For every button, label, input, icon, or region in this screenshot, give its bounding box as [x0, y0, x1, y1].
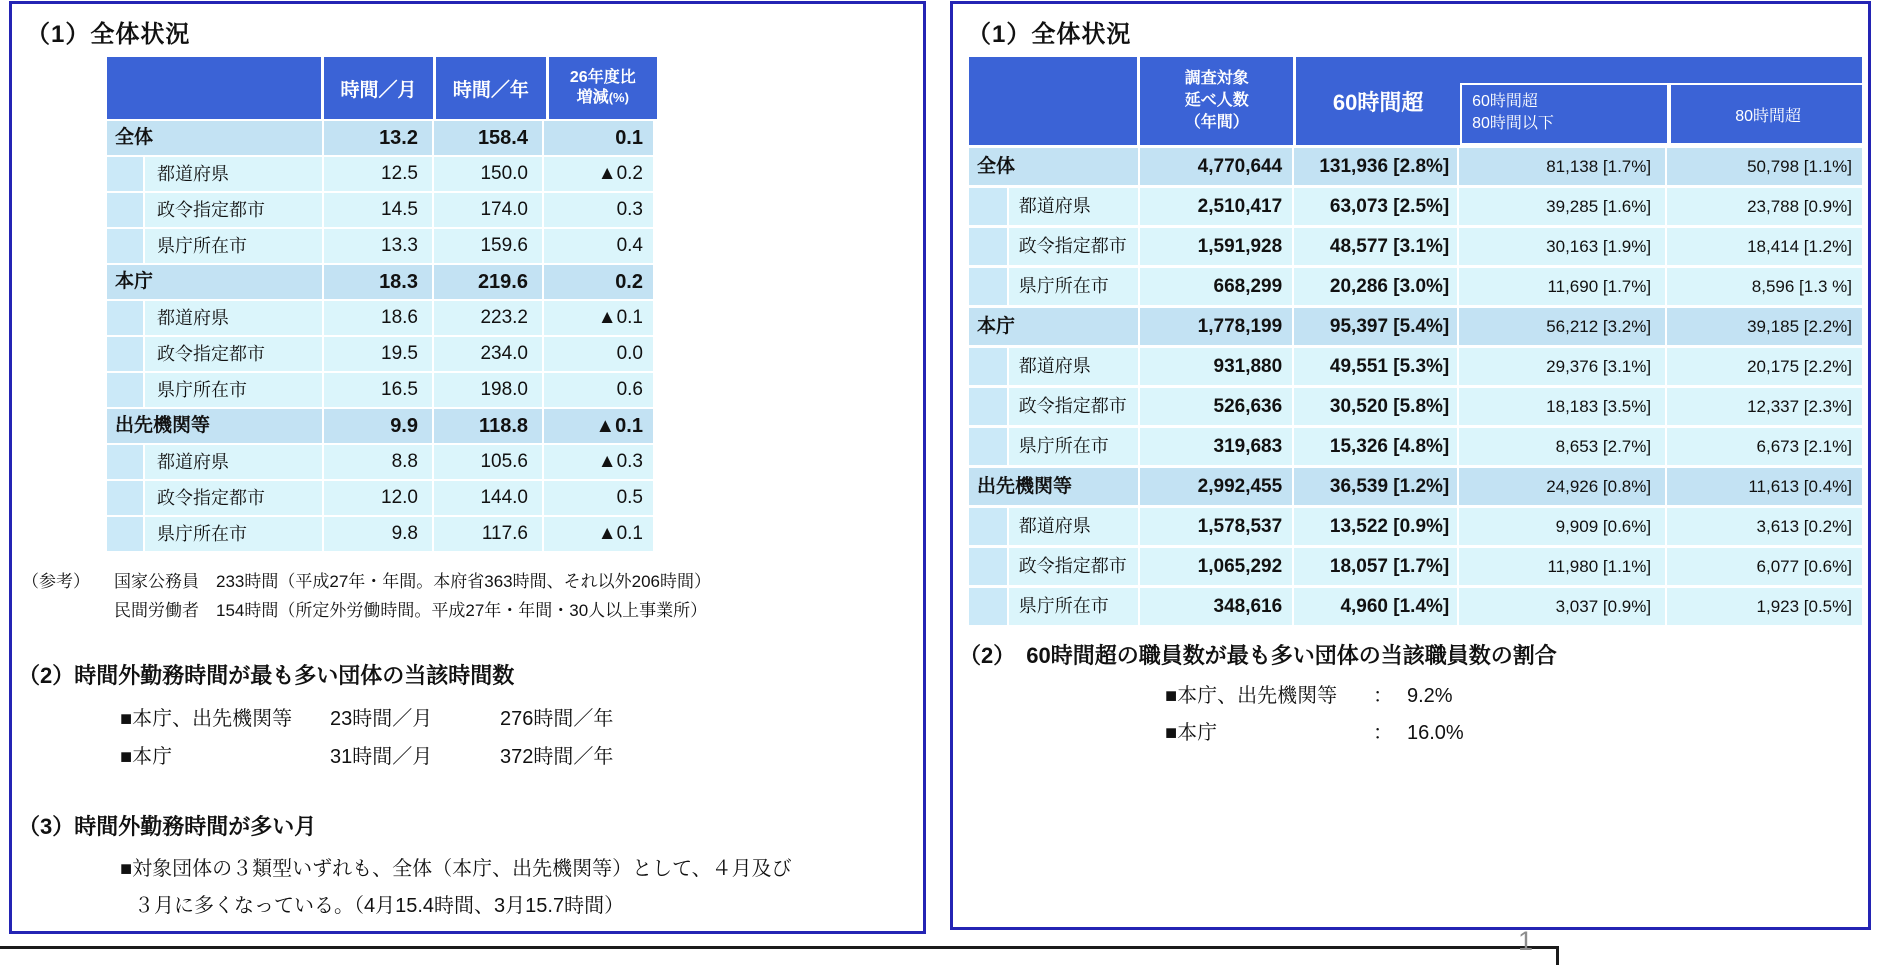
ratio-item	[1165, 678, 1868, 715]
yoy-change-value: 0.1	[544, 121, 653, 155]
over60-value: 49,551 [5.3%]	[1294, 348, 1457, 385]
table-row	[107, 193, 657, 227]
right-section2-items	[1165, 678, 1868, 752]
over60-value: 18,057 [1.7%]	[1294, 548, 1457, 585]
over80-value: 18,414 [1.2%]	[1667, 228, 1862, 265]
hours-per-year-value: 234.0	[434, 337, 542, 371]
table-row	[107, 229, 657, 263]
right-section2-title: （2） 60時間超の職員数が最も多い団体の当該職員数の割合	[959, 643, 1557, 668]
row-label: 政令指定都市	[1009, 228, 1138, 265]
section3-line2: ３月に多くなっている。（4月15.4時間、3月15.7時間）	[134, 895, 625, 917]
yoy-change-value: ▲0.3	[544, 445, 653, 479]
over80-value: 39,185 [2.2%]	[1667, 308, 1862, 345]
indent-cell	[107, 193, 143, 227]
table-header-row	[107, 57, 657, 119]
row-label: 都道府県	[145, 445, 322, 479]
over80-value: 11,613 [0.4%]	[1667, 468, 1862, 505]
table-row	[107, 481, 657, 515]
hours-per-month-value: 8.8	[324, 445, 432, 479]
item-label: ■本庁	[1165, 722, 1218, 744]
yoy-change-value: 0.2	[544, 265, 653, 299]
reference-line-private: 民間労働者 154時間（所定外労働時間。平成27年・年間・30人以上事業所）	[114, 601, 708, 620]
over80-value: 6,077 [0.6%]	[1667, 548, 1862, 585]
over60-value: 36,539 [1.2%]	[1294, 468, 1457, 505]
row-label: 政令指定都市	[1009, 388, 1138, 425]
surveyed-total-value: 2,992,455	[1140, 468, 1292, 505]
reference-lines	[114, 567, 711, 625]
hours-per-year-value: 118.8	[434, 409, 542, 443]
over80-value: 8,596 [1.3 %]	[1667, 268, 1862, 305]
over60-value: 4,960 [1.4%]	[1294, 588, 1457, 625]
hours-per-year-value: 144.0	[434, 481, 542, 515]
indent-cell	[107, 517, 143, 551]
hours-per-month-value: 14.5	[324, 193, 432, 227]
indent-cell	[969, 348, 1007, 385]
surveyed-total-value: 526,636	[1140, 388, 1292, 425]
yoy-change-value: ▲0.2	[544, 157, 653, 191]
over80-value: 6,673 [2.1%]	[1667, 428, 1862, 465]
between60and80-value: 3,037 [0.9%]	[1459, 588, 1665, 625]
item-hours-month: 31時間／月	[330, 746, 433, 768]
surveyed-total-value: 931,880	[1140, 348, 1292, 385]
hours-per-year-value: 159.6	[434, 229, 542, 263]
row-label: 都道府県	[1009, 188, 1138, 225]
row-label: 都道府県	[145, 301, 322, 335]
over60-value: 20,286 [3.0%]	[1294, 268, 1457, 305]
table-row	[107, 445, 657, 479]
indent-cell	[969, 388, 1007, 425]
yoy-change-value: 0.5	[544, 481, 653, 515]
table-header-row	[969, 57, 1862, 145]
hours-per-month-value: 13.3	[324, 229, 432, 263]
indent-cell	[107, 229, 143, 263]
table-row	[107, 265, 657, 299]
header-yoy-change-line1: 26年度比	[569, 69, 636, 86]
table-body	[969, 148, 1862, 625]
surveyed-total-value: 668,299	[1140, 268, 1292, 305]
indent-cell	[107, 373, 143, 407]
hours-per-year-value: 174.0	[434, 193, 542, 227]
row-label: 政令指定都市	[145, 193, 322, 227]
row-label: 県庁所在市	[1009, 588, 1138, 625]
surveyed-total-value: 1,778,199	[1140, 308, 1292, 345]
indent-cell	[107, 337, 143, 371]
hours-per-year-value: 117.6	[434, 517, 542, 551]
table-row	[107, 337, 657, 371]
row-label: 県庁所在市	[145, 517, 322, 551]
between60and80-value: 39,285 [1.6%]	[1459, 188, 1665, 225]
yoy-change-value: 0.3	[544, 193, 653, 227]
indent-cell	[969, 508, 1007, 545]
table-row	[107, 157, 657, 191]
hours-per-month-value: 12.0	[324, 481, 432, 515]
over80-value: 12,337 [2.3%]	[1667, 388, 1862, 425]
surveyed-total-value: 348,616	[1140, 588, 1292, 625]
item-hours-year: 372時間／年	[500, 746, 614, 768]
header-over60-group	[1296, 57, 1862, 145]
over80-value: 1,923 [0.5%]	[1667, 588, 1862, 625]
hours-per-month-value: 19.5	[324, 337, 432, 371]
max-hours-item	[120, 700, 923, 738]
row-label: 都道府県	[1009, 508, 1138, 545]
hours-per-year-value: 219.6	[434, 265, 542, 299]
over60-value: 63,073 [2.5%]	[1294, 188, 1457, 225]
ratio-item	[1165, 715, 1868, 752]
page-number: 1	[1518, 926, 1534, 956]
item-label: ■本庁、出先機関等	[1165, 685, 1338, 707]
indent-cell	[969, 228, 1007, 265]
left-section2-title: （2）時間外勤務時間が最も多い団体の当該時間数	[18, 663, 515, 688]
table-row	[107, 121, 657, 155]
hours-per-year-value: 223.2	[434, 301, 542, 335]
table-row	[969, 428, 1862, 465]
yoy-change-value: ▲0.1	[544, 409, 653, 443]
item-colon: ：	[1373, 685, 1393, 707]
yoy-change-value: 0.4	[544, 229, 653, 263]
over60h-staff-table	[969, 57, 1862, 625]
row-label: 政令指定都市	[145, 337, 322, 371]
item-label: ■本庁、出先機関等	[120, 708, 293, 730]
table-row	[969, 548, 1862, 585]
hours-per-month-value: 9.8	[324, 517, 432, 551]
surveyed-total-value: 1,578,537	[1140, 508, 1292, 545]
over80-value: 3,613 [0.2%]	[1667, 508, 1862, 545]
over60-value: 13,522 [0.9%]	[1294, 508, 1457, 545]
row-label: 全体	[107, 121, 322, 155]
table-row	[107, 301, 657, 335]
overtime-hours-table	[107, 57, 657, 551]
item-hours-month: 23時間／月	[330, 708, 433, 730]
indent-cell	[969, 188, 1007, 225]
table-row	[107, 517, 657, 551]
over60-value: 95,397 [5.4%]	[1294, 308, 1457, 345]
page-bottom-corner	[1556, 946, 1559, 965]
table-row	[107, 409, 657, 443]
table-row	[969, 148, 1862, 185]
header-over60: 60時間超	[1332, 89, 1424, 115]
table-row	[969, 388, 1862, 425]
header-empty-cell	[107, 57, 321, 119]
item-label: ■本庁	[120, 746, 173, 768]
hours-per-month-value: 12.5	[324, 157, 432, 191]
header-empty-cell	[969, 57, 1137, 145]
between60and80-value: 29,376 [3.1%]	[1459, 348, 1665, 385]
hours-per-year-value: 105.6	[434, 445, 542, 479]
table-body	[107, 121, 657, 551]
row-label: 出先機関等	[107, 409, 322, 443]
between60and80-value: 11,980 [1.1%]	[1459, 548, 1665, 585]
between60and80-value: 30,163 [1.9%]	[1459, 228, 1665, 265]
row-label: 出先機関等	[969, 468, 1138, 505]
row-label: 本庁	[107, 265, 322, 299]
table-row	[969, 348, 1862, 385]
table-row	[969, 228, 1862, 265]
hours-per-month-value: 18.3	[324, 265, 432, 299]
over80-value: 23,788 [0.9%]	[1667, 188, 1862, 225]
hours-per-year-value: 158.4	[434, 121, 542, 155]
yoy-change-value: 0.6	[544, 373, 653, 407]
surveyed-total-value: 1,591,928	[1140, 228, 1292, 265]
hours-per-year-value: 150.0	[434, 157, 542, 191]
header-60to80: 60時間超 80時間以下	[1460, 83, 1669, 145]
row-label: 政令指定都市	[1009, 548, 1138, 585]
hours-per-month-value: 13.2	[324, 121, 432, 155]
item-hours-year: 276時間／年	[500, 708, 614, 730]
indent-cell	[969, 548, 1007, 585]
item-colon: ：	[1373, 722, 1393, 744]
surveyed-total-value: 1,065,292	[1140, 548, 1292, 585]
hours-per-month-value: 18.6	[324, 301, 432, 335]
reference-label: （参考）	[22, 572, 90, 591]
row-label: 本庁	[969, 308, 1138, 345]
right-panel	[950, 1, 1871, 930]
header-surveyed-total: 調査対象 延べ人数 （年間）	[1140, 57, 1293, 145]
reference-line-national: 国家公務員 233時間（平成27年・年間。本府省363時間、それ以外206時間）	[114, 572, 711, 591]
header-yoy-change-line2: 増減(%)	[576, 89, 629, 106]
left-panel-title: （1）全体状況	[26, 21, 191, 48]
surveyed-total-value: 319,683	[1140, 428, 1292, 465]
row-label: 政令指定都市	[145, 481, 322, 515]
table-row	[969, 268, 1862, 305]
over60-value: 30,520 [5.8%]	[1294, 388, 1457, 425]
indent-cell	[969, 428, 1007, 465]
between60and80-value: 81,138 [1.7%]	[1459, 148, 1665, 185]
indent-cell	[107, 301, 143, 335]
yoy-change-value: ▲0.1	[544, 517, 653, 551]
yoy-change-value: 0.0	[544, 337, 653, 371]
row-label: 都道府県	[1009, 348, 1138, 385]
row-label: 都道府県	[145, 157, 322, 191]
table-row	[969, 468, 1862, 505]
left-section3-title: （3）時間外勤務時間が多い月	[18, 814, 317, 839]
row-label: 県庁所在市	[145, 373, 322, 407]
header-hours-per-month: 時間／月	[324, 57, 433, 119]
table-row	[969, 188, 1862, 225]
section3-line1: ■対象団体の３類型いずれも、全体（本庁、出先機関等）として、４月及び	[120, 858, 792, 880]
item-ratio-value: 16.0%	[1407, 722, 1464, 744]
table-row	[969, 588, 1862, 625]
row-label: 県庁所在市	[1009, 268, 1138, 305]
between60and80-value: 8,653 [2.7%]	[1459, 428, 1665, 465]
indent-cell	[107, 157, 143, 191]
indent-cell	[969, 268, 1007, 305]
between60and80-value: 18,183 [3.5%]	[1459, 388, 1665, 425]
header-yoy-change	[549, 57, 657, 119]
table-row	[969, 308, 1862, 345]
indent-cell	[107, 481, 143, 515]
max-hours-item	[120, 738, 923, 776]
row-label: 全体	[969, 148, 1138, 185]
left-section3-body	[120, 851, 923, 925]
over60-value: 131,936 [2.8%]	[1294, 148, 1457, 185]
yoy-change-value: ▲0.1	[544, 301, 653, 335]
indent-cell	[969, 588, 1007, 625]
table-row	[969, 508, 1862, 545]
item-ratio-value: 9.2%	[1407, 685, 1453, 707]
reference-note	[22, 567, 923, 625]
header-over80: 80時間超	[1669, 83, 1867, 145]
row-label: 県庁所在市	[1009, 428, 1138, 465]
between60and80-value: 56,212 [3.2%]	[1459, 308, 1665, 345]
over80-value: 20,175 [2.2%]	[1667, 348, 1862, 385]
over60-value: 48,577 [3.1%]	[1294, 228, 1457, 265]
indent-cell	[107, 445, 143, 479]
hours-per-year-value: 198.0	[434, 373, 542, 407]
between60and80-value: 11,690 [1.7%]	[1459, 268, 1665, 305]
right-panel-title: （1）全体状況	[967, 21, 1132, 48]
hours-per-month-value: 9.9	[324, 409, 432, 443]
header-hours-per-year: 時間／年	[436, 57, 545, 119]
surveyed-total-value: 2,510,417	[1140, 188, 1292, 225]
over80-value: 50,798 [1.1%]	[1667, 148, 1862, 185]
left-panel	[9, 1, 926, 934]
row-label: 県庁所在市	[145, 229, 322, 263]
over60-value: 15,326 [4.8%]	[1294, 428, 1457, 465]
page-bottom-border	[0, 946, 1558, 949]
between60and80-value: 9,909 [0.6%]	[1459, 508, 1665, 545]
table-row	[107, 373, 657, 407]
left-section2-items	[120, 700, 923, 776]
between60and80-value: 24,926 [0.8%]	[1459, 468, 1665, 505]
surveyed-total-value: 4,770,644	[1140, 148, 1292, 185]
hours-per-month-value: 16.5	[324, 373, 432, 407]
